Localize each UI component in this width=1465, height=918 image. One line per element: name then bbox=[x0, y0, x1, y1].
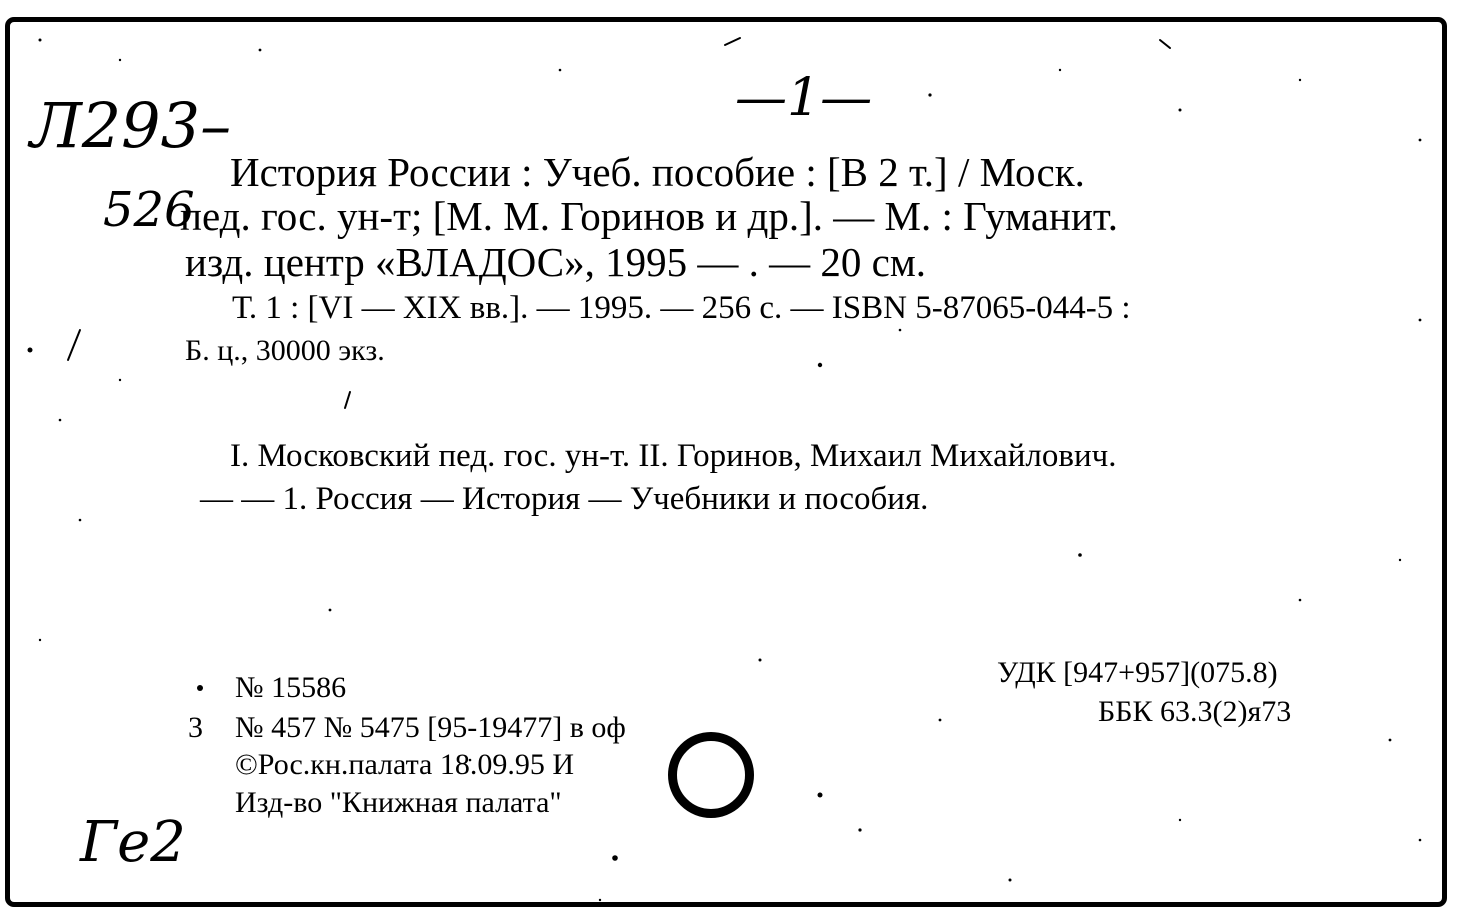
publisher-line: Изд-во "Книжная палата" bbox=[235, 786, 562, 819]
tracings-line-2: — — 1. Россия — История — Учебники и пособия. bbox=[200, 481, 929, 517]
footer-number-2: № 457 № 5475 [95-19477] в оф bbox=[235, 711, 626, 744]
punch-hole bbox=[668, 732, 754, 818]
entry-line-4: Т. 1 : [VI — XIX вв.]. — 1995. — 256 с. — ISBN 5-87065-044-5 : bbox=[232, 290, 1131, 326]
footer-number-1: № 15586 bbox=[235, 671, 347, 704]
bbk-code: ББК 63.3(2)я73 bbox=[1098, 695, 1292, 728]
udk-code: УДК [947+957](075.8) bbox=[997, 656, 1278, 689]
entry-line-1: История России : Учеб. пособие : [В 2 т.] / Моск. bbox=[230, 149, 1085, 195]
tracings-line-1: I. Московский пед. гос. ун-т. II. Горинов, Михаил Михайлович. bbox=[230, 438, 1117, 474]
call-number-top: Л293– bbox=[30, 89, 232, 162]
shelf-mark: Гe2 bbox=[80, 810, 186, 875]
page-number-mark: —1— bbox=[735, 68, 873, 128]
book-chamber-stamp: ©Рос.кн.палата 18.09.95 И bbox=[235, 748, 575, 781]
footer-prefix: 3 bbox=[188, 711, 203, 744]
entry-line-5: Б. ц., 30000 экз. bbox=[185, 334, 385, 367]
entry-line-3: изд. центр «ВЛАДОС», 1995 — . — 20 см. bbox=[185, 239, 927, 285]
entry-line-2: пед. гос. ун-т; [М. М. Горинов и др.]. — М. : Гуманит. bbox=[180, 193, 1119, 239]
call-number-bottom: 526 bbox=[103, 182, 195, 238]
